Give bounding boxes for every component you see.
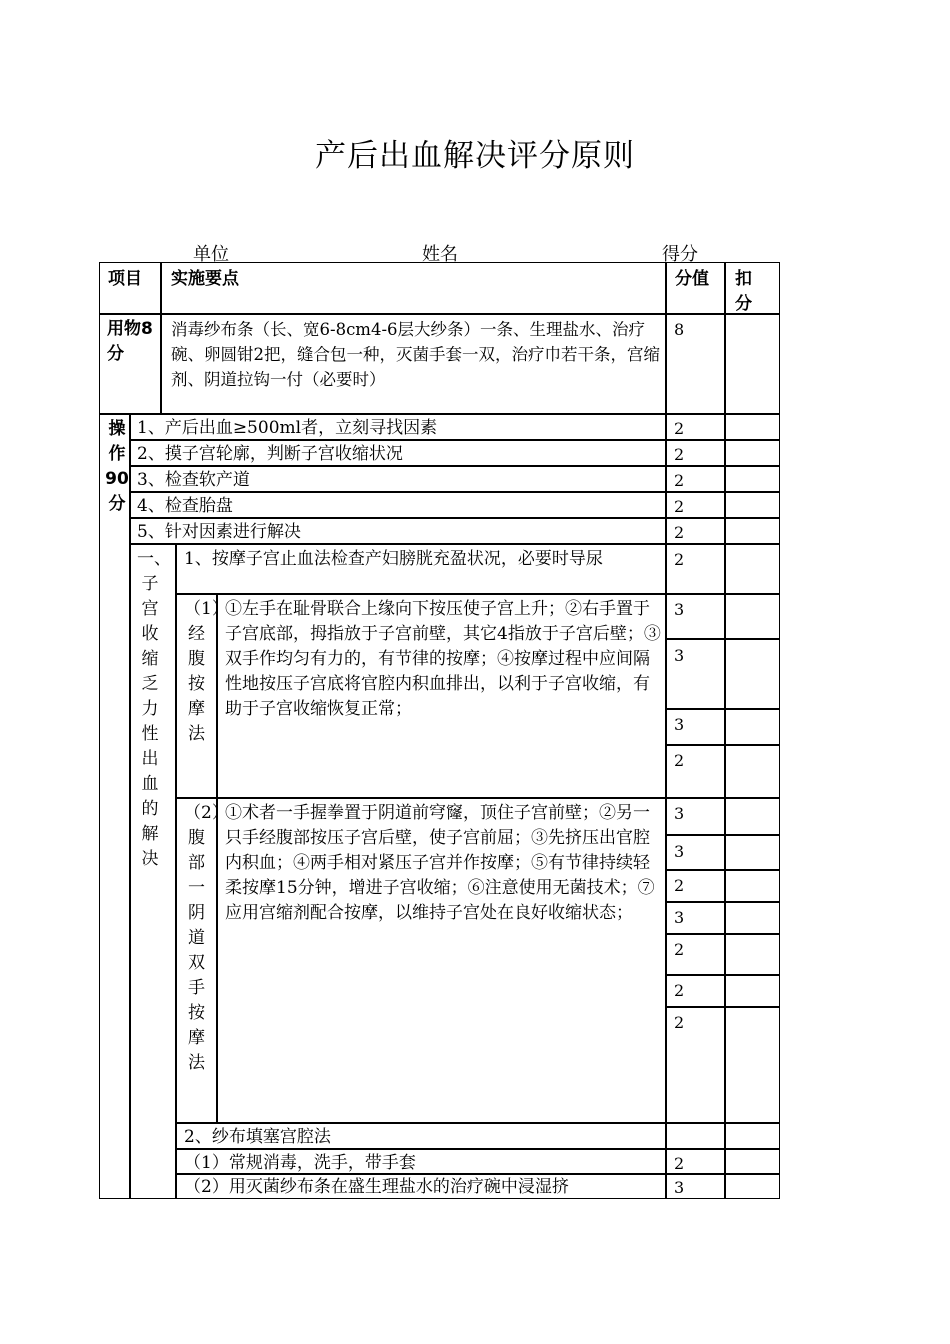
abdominal-deduct-cell	[725, 709, 780, 745]
operation-label: 操作90分	[105, 419, 129, 514]
abdominal-value: 3	[674, 600, 685, 619]
bimanual-deduct-cell	[725, 934, 780, 975]
gauze-row-text: （2）用灭菌纱布条在盛生理盐水的治疗碗中浸湿挤	[184, 1177, 569, 1197]
abdominal-value: 2	[674, 751, 685, 770]
gauze-value-cell	[666, 1123, 725, 1149]
step-value: 2	[674, 497, 685, 516]
gauze-deduct-cell	[725, 1123, 780, 1149]
unit-label: 单位	[193, 244, 229, 265]
step-deduct-cell	[725, 492, 780, 518]
bimanual-deduct-cell	[725, 798, 780, 835]
column-header-deduct: 扣分	[735, 269, 752, 314]
step-value: 2	[674, 419, 685, 438]
gauze-row-value: 3	[674, 1178, 685, 1197]
gauze-row-deduct-cell	[725, 1149, 780, 1174]
operation-cell-label	[99, 414, 130, 1199]
abdominal-deduct-cell	[725, 745, 780, 798]
bimanual-label: （2）腹部一阴道双手按摩法	[184, 803, 229, 1073]
step-deduct-cell	[725, 466, 780, 492]
step-text: 5、针对因素进行解决	[137, 522, 301, 542]
supplies-value: 8	[674, 320, 685, 339]
bimanual-value: 2	[674, 981, 685, 1000]
bimanual-text: ①术者一手握拳置于阴道前穹窿，顶住子宫前壁；②另一只手经腹部按压子宫后壁，使子宫前屈；③先挤压出官腔内积血；④两手相对紧压子宫并作按摩；⑤有节律持续轻柔按摩15分钟，增进子宫收缩；⑥注意使用无菌技术；⑦应用宫缩剂配合按摩，以维持子宫处在良好收缩状态；	[225, 803, 655, 923]
massage-check-deduct-cell	[725, 544, 780, 594]
step-text: 3、检查软产道	[137, 470, 250, 490]
abdominal-deduct-cell	[725, 594, 780, 639]
gauze-row-value: 2	[674, 1154, 685, 1173]
step-text: 2、摸子宫轮廓，判断子宫收缩状况	[137, 444, 403, 464]
bimanual-deduct-cell	[725, 870, 780, 902]
step-value: 2	[674, 471, 685, 490]
step-value: 2	[674, 445, 685, 464]
step-text: 4、检查胎盘	[137, 496, 233, 516]
bimanual-deduct-cell	[725, 835, 780, 870]
abdominal-text: ①左手在耻骨联合上缘向下按压使子宫上升；②右手置于子宫底部，拇指放于子宫前壁，其它4指放于子宫后壁；③双手作均匀有力的，有节律的按摩；④按摩过程中应间隔性地按压子宫底将官腔内积血排出，以利于子宫收缩，有助于子宫收缩恢复正常；	[225, 599, 661, 719]
massage-check-text: 1、按摩子宫止血法检查产妇膀胱充盈状况，必要时导尿	[184, 549, 603, 569]
bimanual-value: 3	[674, 908, 685, 927]
abdominal-value: 3	[674, 715, 685, 734]
step-deduct-cell	[725, 414, 780, 440]
score-label: 得分	[662, 244, 698, 265]
bimanual-deduct-cell	[725, 975, 780, 1007]
column-header-item: 项目	[108, 269, 142, 289]
step-text: 1、产后出血≥500ml者，立刻寻找因素	[137, 418, 438, 438]
massage-check-value: 2	[674, 550, 685, 569]
abdominal-label: （1）经腹按摩法	[184, 599, 229, 744]
bimanual-value: 3	[674, 804, 685, 823]
gauze-text: 2、纱布填塞宫腔法	[184, 1127, 331, 1147]
step-deduct-cell	[725, 518, 780, 544]
gauze-row-deduct-cell	[725, 1174, 780, 1199]
bimanual-deduct-cell	[725, 1007, 780, 1123]
supplies-text: 消毒纱布条（长、宽6-8cm4-6层大纱条）一条、生理盐水、治疗碗、卵圆钳2把，缝合包一种，灭菌手套一双，治疗巾若干条，宫缩剂、阴道拉钩一付（必要时）	[171, 320, 660, 389]
name-label: 姓名	[422, 244, 458, 265]
bimanual-value: 2	[674, 940, 685, 959]
bimanual-value: 2	[674, 1013, 685, 1032]
bimanual-value: 3	[674, 842, 685, 861]
bimanual-deduct-cell	[725, 902, 780, 934]
gauze-row-text: （1）常规消毒，洗手，带手套	[184, 1153, 416, 1173]
column-header-value: 分值	[675, 269, 709, 289]
abdominal-value: 3	[674, 646, 685, 665]
section1-label: 一、子宫收缩乏力性出血的解决	[137, 549, 171, 869]
abdominal-deduct-cell	[725, 639, 780, 709]
bimanual-value: 2	[674, 876, 685, 895]
page-title: 产后出血解决评分原则	[315, 138, 635, 174]
step-deduct-cell	[725, 440, 780, 466]
step-value: 2	[674, 523, 685, 542]
column-header-points: 实施要点	[171, 269, 239, 289]
supplies-cell-deduct	[725, 314, 780, 414]
supplies-label: 用物8分	[107, 319, 153, 364]
